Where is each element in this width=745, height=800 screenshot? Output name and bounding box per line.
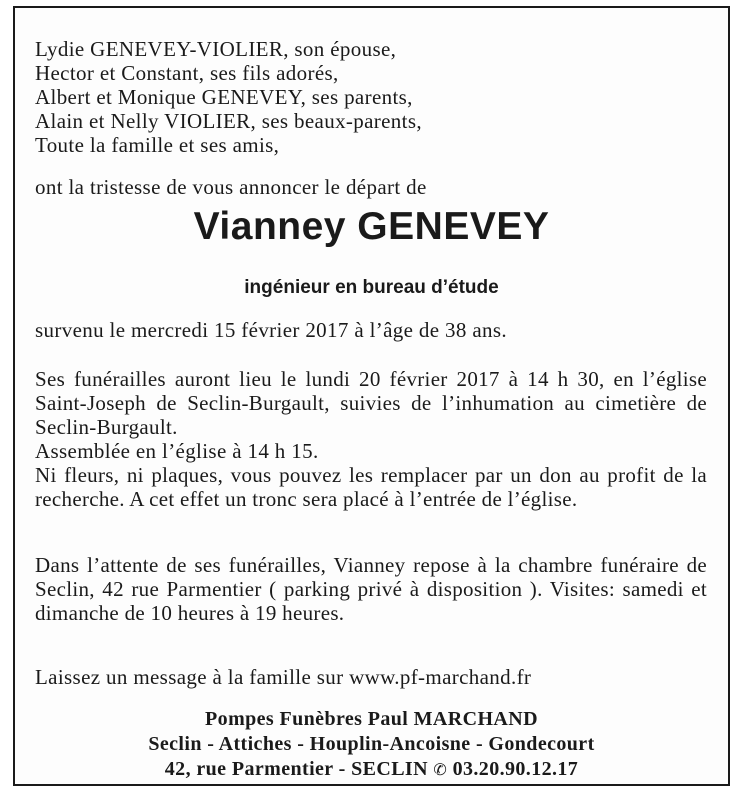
family-line-spouse: Lydie GENEVEY-VIOLIER, son épouse, — [35, 37, 397, 61]
family-line-parents-in-law: Alain et Nelly VIOLIER, ses beaux-parents, — [35, 109, 422, 133]
phone-icon: ✆ — [433, 762, 448, 779]
funeral-home-address: 42, rue Parmentier - SECLIN — [164, 758, 428, 780]
deceased-profession: ingénieur en bureau d’étude — [244, 277, 499, 298]
obituary-notice — [13, 6, 730, 786]
visitation-paragraph: Dans l’attente de ses funérailles, Vianney repose à la chambre funéraire de Seclin, 42 rue Parmentier ( parking privé à disposition ). Visites: samedi et dimanche de 10 heures à 19 heures. — [35, 553, 707, 625]
assembly-notice: Assemblée en l’église à 14 h 15. — [35, 439, 319, 463]
death-notice: survenu le mercredi 15 février 2017 à l’âge de 38 ans. — [35, 318, 507, 342]
funeral-paragraph: Ses funérailles auront lieu le lundi 20 février 2017 à 14 h 30, en l’église Saint-Joseph de Seclin-Burgault, suivies de l’inhumation au cimetière de Seclin-Burgault. — [35, 367, 707, 439]
funeral-home-locations: Seclin - Attiches - Houplin-Ancoisne - Gondecourt — [148, 733, 595, 755]
deceased-name: Vianney GENEVEY — [193, 205, 550, 248]
funeral-home-name: Pompes Funèbres Paul MARCHAND — [205, 708, 538, 730]
announcement-text: ont la tristesse de vous annoncer le départ de — [35, 175, 427, 199]
message-line: Laissez un message à la famille sur www.pf-marchand.fr — [35, 665, 532, 689]
funeral-home-contact — [15, 757, 728, 783]
flowers-notice: Ni fleurs, ni plaques, vous pouvez les remplacer par un don au profit de la recherche. A cet effet un tronc sera placé à l’entrée de l’église. — [35, 463, 707, 511]
family-line-relatives: Toute la famille et ses amis, — [35, 133, 280, 157]
family-line-parents: Albert et Monique GENEVEY, ses parents, — [35, 85, 413, 109]
funeral-home-phone: 03.20.90.12.17 — [452, 758, 579, 780]
family-line-sons: Hector et Constant, ses fils adorés, — [35, 61, 339, 85]
